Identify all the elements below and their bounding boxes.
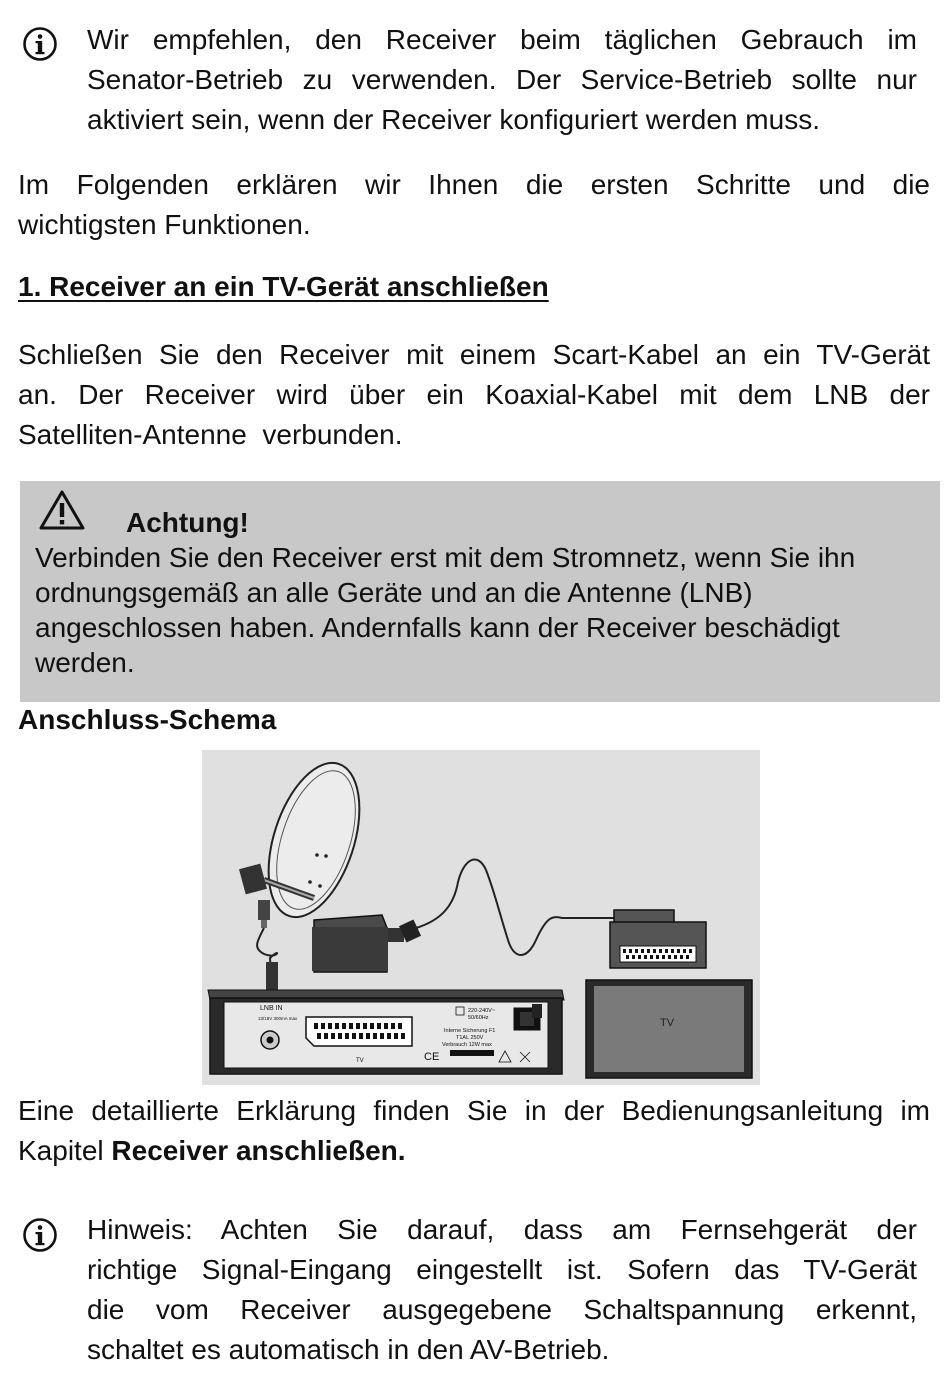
- power-frequency-label: 50/60Hz: [468, 1015, 489, 1021]
- paragraph-line: Im Folgenden erklären wir Ihnen die ersten Schritte und die: [18, 169, 930, 200]
- hint-line: Hinweis: Achten Sie darauf, dass am Fernsehgerät der: [87, 1214, 917, 1245]
- tv-icon: [586, 980, 752, 1078]
- hint-line: richtige Signal-Eingang eingestellt ist. Sofern das TV-Gerät: [87, 1254, 917, 1285]
- info-note-line: Wir empfehlen, den Receiver beim täglichen Gebrauch im: [87, 24, 917, 55]
- reference-prefix: Kapitel: [18, 1135, 112, 1166]
- paragraph-line: Eine detaillierte Erklärung finden Sie in der Bedienungsanleitung im: [18, 1095, 930, 1126]
- hint-line: schaltet es automatisch in den AV-Betrieb.: [87, 1334, 610, 1365]
- fuse-rating-label: T1AL 250V: [456, 1035, 484, 1041]
- info-note-text: [87, 20, 917, 140]
- warning-line: Verbinden Sie den Receiver erst mit dem Stromnetz, wenn Sie ihn: [35, 542, 856, 573]
- lnb-spec-label: 13/18V 300mA max: [258, 1016, 298, 1021]
- paragraph-line: Schließen Sie den Receiver mit einem Scart-Kabel an ein TV-Gerät: [18, 339, 930, 370]
- paragraph-line: an. Der Receiver wird über ein Koaxial-Kabel mit dem LNB der: [18, 379, 930, 410]
- info-icon: [22, 1217, 58, 1253]
- hint-note-text: [87, 1210, 917, 1370]
- info-icon: [22, 26, 58, 62]
- info-note-line: Senator-Betrieb zu verwenden. Der Service-Betrieb sollte nur: [87, 64, 917, 95]
- connection-diagram: [202, 750, 760, 1085]
- warning-title: Achtung!: [126, 507, 249, 538]
- warning-line: werden.: [35, 647, 135, 678]
- paragraph-line: Satelliten-Antenne verbunden.: [18, 419, 403, 450]
- warning-text: [35, 540, 930, 680]
- section-paragraph: [18, 335, 930, 455]
- warning-triangle-icon: [38, 489, 86, 531]
- warning-line: ordnungsgemäß an alle Geräte und an die Antenne (LNB): [35, 577, 753, 608]
- consumption-label: Verbrauch 12W max: [442, 1042, 492, 1048]
- power-rating-label: 220-240V~: [468, 1008, 496, 1014]
- tv-screen-label: TV: [660, 1017, 675, 1029]
- paragraph-line: wichtigsten Funktionen.: [18, 209, 311, 240]
- lnb-in-label: LNB IN: [260, 1005, 283, 1012]
- hint-line: die vom Receiver ausgegebene Schaltspannung erkennt,: [87, 1294, 917, 1325]
- warning-box: [20, 481, 940, 702]
- paragraph-line: [18, 1131, 930, 1171]
- fuse-label: Interne Sicherung F1: [444, 1028, 496, 1034]
- info-note-line: aktiviert sein, wenn der Receiver konfiguriert werden muss.: [87, 104, 820, 135]
- scart-tv-label: TV: [356, 1058, 364, 1064]
- intro-paragraph: [18, 165, 930, 245]
- schema-heading: Anschluss-Schema: [18, 704, 277, 735]
- reference-paragraph: [18, 1091, 930, 1171]
- chapter-reference: Receiver anschließen.: [111, 1135, 406, 1166]
- ce-mark-icon: CE: [424, 1051, 440, 1063]
- receiver-back-panel: [208, 990, 564, 1074]
- warning-line: angeschlossen haben. Andernfalls kann der Receiver beschädigt: [35, 612, 840, 643]
- section-heading: 1. Receiver an ein TV-Gerät anschließen: [18, 271, 549, 302]
